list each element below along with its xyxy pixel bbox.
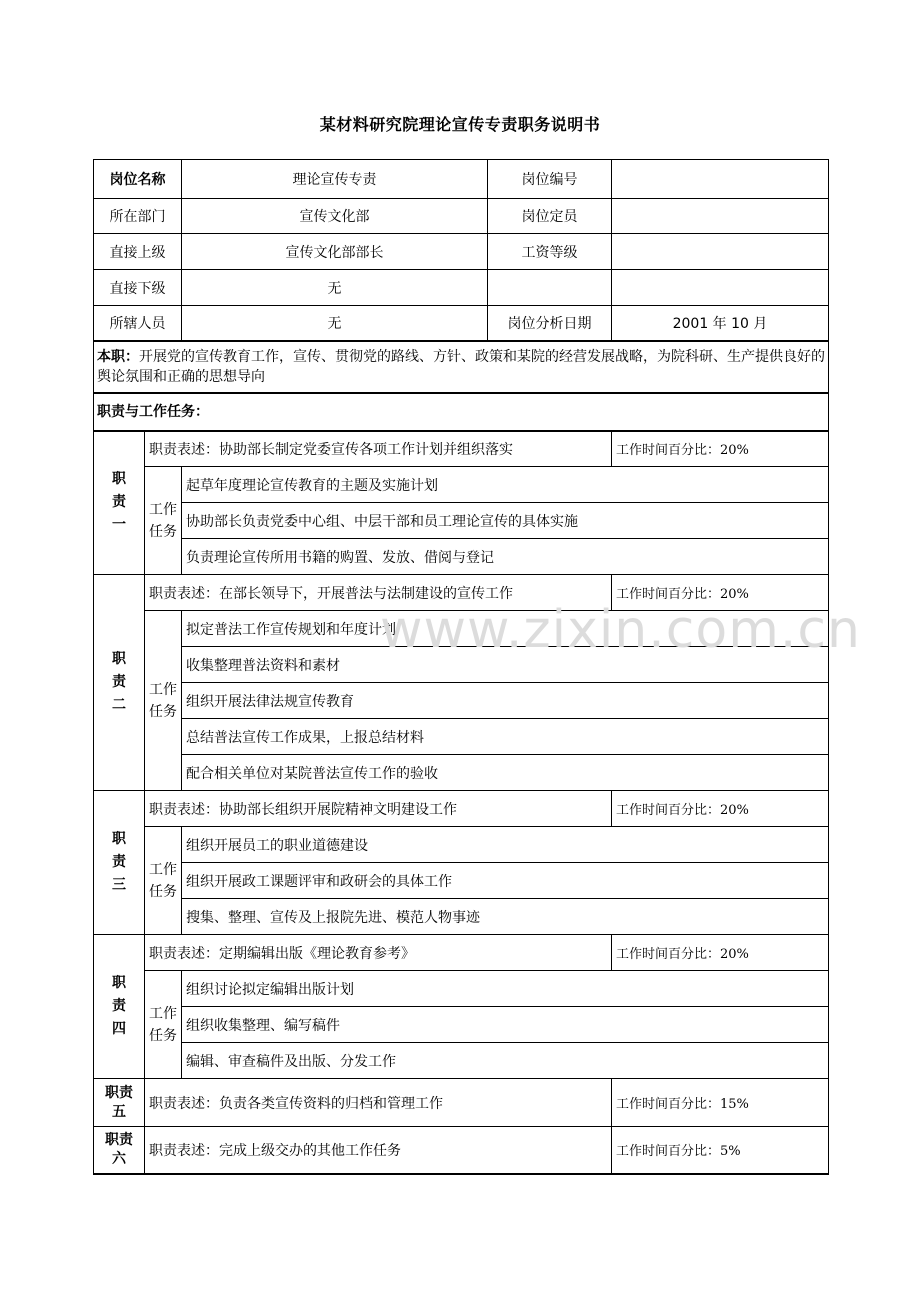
duty-1-task-label: 工作任务 — [145, 467, 182, 575]
duty-1-task-row — [94, 539, 829, 575]
duty-4-task-label: 工作任务 — [145, 971, 182, 1079]
header-row-subordinate — [94, 270, 829, 306]
duty-6-desc: 职责表述：完成上级交办的其他工作任务 — [145, 1127, 612, 1174]
main-duty-cell — [94, 341, 829, 393]
duty-4-desc-row — [94, 935, 829, 971]
duty-4-desc: 职责表述：定期编辑出版《理论教育参考》 — [145, 935, 612, 971]
duty-2-task-row — [94, 683, 829, 719]
duty-2-pct: 工作时间百分比：20% — [612, 575, 829, 611]
duty-3-task-row — [94, 827, 829, 863]
salary-grade-label: 工资等级 — [488, 234, 612, 270]
duties-header: 职责与工作任务： — [94, 393, 829, 431]
main-duty-row — [94, 341, 829, 393]
duty-4-label: 职责四 — [94, 935, 145, 1079]
duty-2-task-2: 收集整理普法资料和素材 — [182, 647, 829, 683]
duty-2-task-row — [94, 719, 829, 755]
main-duty-text: 开展党的宣传教育工作，宣传、贯彻党的路线、方针、政策和某院的经营发展战略，为院科研、生产提供良好的舆论氛围和正确的思想导向 — [97, 348, 825, 385]
header-row-supervisor — [94, 234, 829, 270]
duty-1-task-2: 协助部长负责党委中心组、中层干部和员工理论宣传的具体实施 — [182, 503, 829, 539]
duty-1-task-row — [94, 503, 829, 539]
staff-value: 无 — [182, 306, 488, 341]
duty-1-desc-row — [94, 431, 829, 467]
duty-3-task-3: 搜集、整理、宣传及上报院先进、模范人物事迹 — [182, 899, 829, 935]
duty-2-task-row — [94, 611, 829, 647]
document-title: 某材料研究院理论宣传专责职务说明书 — [319, 115, 601, 134]
duty-3-label: 职责三 — [94, 791, 145, 935]
department-value: 宣传文化部 — [182, 199, 488, 234]
position-name-value: 理论宣传专责 — [182, 160, 488, 199]
empty-label — [488, 270, 612, 306]
duty-6-label: 职责六 — [94, 1127, 145, 1174]
subordinate-value: 无 — [182, 270, 488, 306]
duty-4-task-1: 组织讨论拟定编辑出版计划 — [182, 971, 829, 1007]
analysis-date-label: 岗位分析日期 — [488, 306, 612, 341]
position-code-label: 岗位编号 — [488, 160, 612, 199]
analysis-date-value: 2001 年 10 月 — [612, 306, 829, 341]
duty-6-row — [94, 1127, 829, 1174]
duty-4-task-3: 编辑、审查稿件及出版、分发工作 — [182, 1043, 829, 1079]
duty-1-task-1: 起草年度理论宣传教育的主题及实施计划 — [182, 467, 829, 503]
duty-1-task-row — [94, 467, 829, 503]
watermark-text: www.zixin.com.cn — [380, 600, 861, 660]
duty-4-task-row — [94, 1007, 829, 1043]
duties-header-row — [94, 393, 829, 431]
duty-1-desc: 职责表述：协助部长制定党委宣传各项工作计划并组织落实 — [145, 431, 612, 467]
header-row-position — [94, 160, 829, 199]
duty-5-row — [94, 1079, 829, 1127]
duty-2-task-5: 配合相关单位对某院普法宣传工作的验收 — [182, 755, 829, 791]
duty-3-desc: 职责表述：协助部长组织开展院精神文明建设工作 — [145, 791, 612, 827]
headcount-value — [612, 199, 829, 234]
duty-3-task-label: 工作任务 — [145, 827, 182, 935]
duty-2-task-row — [94, 755, 829, 791]
main-duty-label: 本职： — [97, 348, 139, 365]
header-row-department — [94, 199, 829, 234]
supervisor-label: 直接上级 — [94, 234, 182, 270]
duty-5-pct: 工作时间百分比：15% — [612, 1079, 829, 1127]
job-description-table — [93, 159, 829, 1175]
duty-2-task-label: 工作任务 — [145, 611, 182, 791]
duty-3-desc-row — [94, 791, 829, 827]
duty-4-pct: 工作时间百分比：20% — [612, 935, 829, 971]
duty-4-task-2: 组织收集整理、编写稿件 — [182, 1007, 829, 1043]
salary-grade-value — [612, 234, 829, 270]
duty-2-desc-row — [94, 575, 829, 611]
duty-2-task-1: 拟定普法工作宣传规划和年度计划 — [182, 611, 829, 647]
duty-1-task-3: 负责理论宣传所用书籍的购置、发放、借阅与登记 — [182, 539, 829, 575]
duty-6-pct: 工作时间百分比：5% — [612, 1127, 829, 1174]
duty-5-desc: 职责表述：负责各类宣传资料的归档和管理工作 — [145, 1079, 612, 1127]
header-row-staff — [94, 306, 829, 341]
duty-3-task-row — [94, 863, 829, 899]
duty-3-task-2: 组织开展政工课题评审和政研会的具体工作 — [182, 863, 829, 899]
subordinate-label: 直接下级 — [94, 270, 182, 306]
staff-label: 所辖人员 — [94, 306, 182, 341]
position-name-label: 岗位名称 — [94, 160, 182, 199]
duty-1-label: 职责一 — [94, 431, 145, 575]
duty-2-task-row — [94, 647, 829, 683]
position-code-value — [612, 160, 829, 199]
duty-2-task-3: 组织开展法律法规宣传教育 — [182, 683, 829, 719]
duty-2-desc: 职责表述：在部长领导下，开展普法与法制建设的宣传工作 — [145, 575, 612, 611]
duty-3-pct: 工作时间百分比：20% — [612, 791, 829, 827]
duty-3-task-row — [94, 899, 829, 935]
duty-2-task-4: 总结普法宣传工作成果，上报总结材料 — [182, 719, 829, 755]
department-label: 所在部门 — [94, 199, 182, 234]
duty-4-task-row — [94, 1043, 829, 1079]
duty-1-pct: 工作时间百分比：20% — [612, 431, 829, 467]
duty-4-task-row — [94, 971, 829, 1007]
empty-value — [612, 270, 829, 306]
headcount-label: 岗位定员 — [488, 199, 612, 234]
duty-3-task-1: 组织开展员工的职业道德建设 — [182, 827, 829, 863]
duty-2-label: 职责二 — [94, 575, 145, 791]
supervisor-value: 宣传文化部部长 — [182, 234, 488, 270]
duty-5-label: 职责五 — [94, 1079, 145, 1127]
